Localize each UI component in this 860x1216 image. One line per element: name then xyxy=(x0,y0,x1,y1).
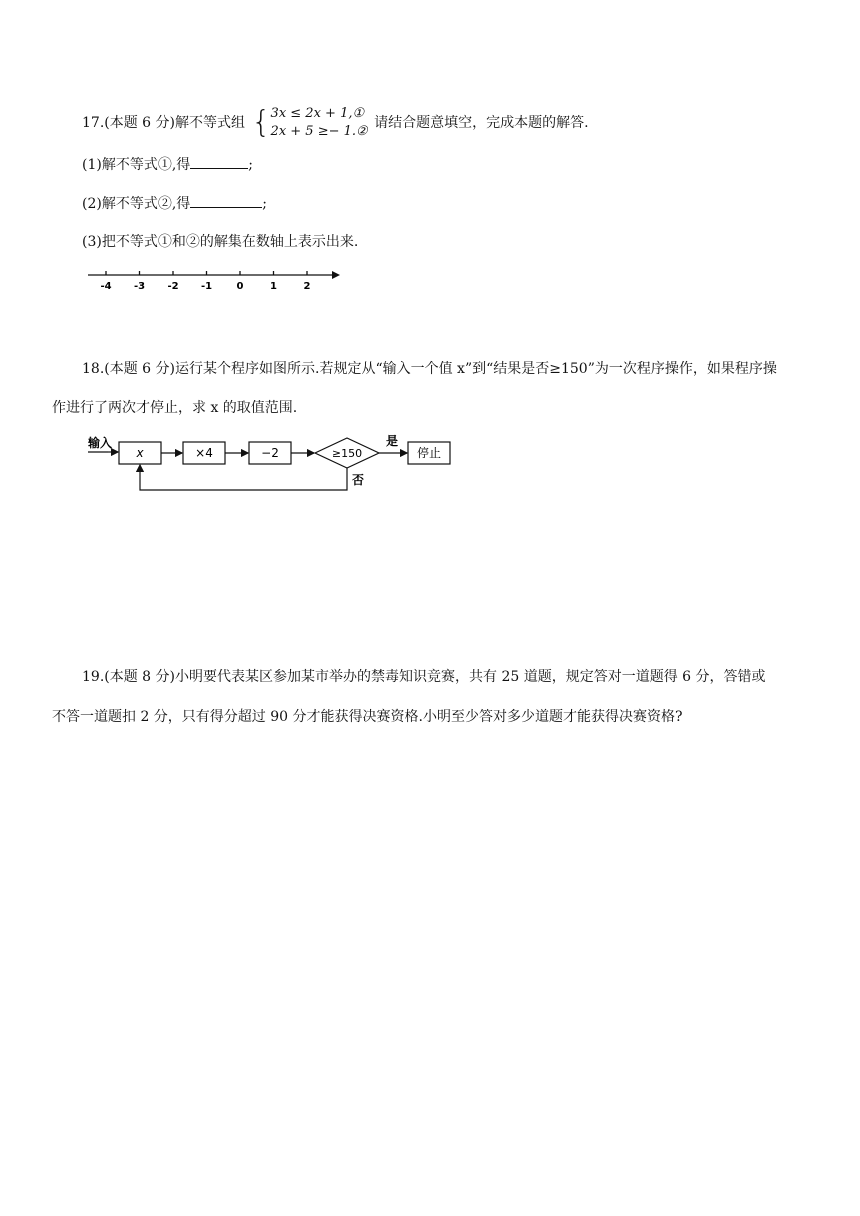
number-line xyxy=(86,266,346,294)
input-label: 输入 xyxy=(88,436,113,450)
q17-part1-text: (1)解不等式①,得 xyxy=(82,157,191,173)
yes-label: 是 xyxy=(386,434,399,448)
number-line-tick-label: -4 xyxy=(100,281,112,292)
q19-line1: 19.(本题 8 分)小明要代表某区参加某市举办的禁毒知识竞赛，共有 25 道题，规定答对一道题得 6 分，答错或 xyxy=(82,669,766,685)
q17-part2-end: ; xyxy=(262,196,267,212)
loop-back-arrow xyxy=(140,465,347,490)
q17-part3: (3)把不等式①和②的解集在数轴上表示出来. xyxy=(82,234,359,250)
q17-part1-end: ; xyxy=(248,157,253,173)
box-subtract-label: −2 xyxy=(261,446,279,460)
q17-part2-text: (2)解不等式②,得 xyxy=(82,196,191,212)
q17-part2 xyxy=(82,193,267,214)
number-line-tick-label: -1 xyxy=(200,281,213,292)
q17-suffix: 请结合题意填空，完成本题的解答. xyxy=(374,115,589,131)
q17-part1 xyxy=(82,154,253,175)
number-line-tick-label: -3 xyxy=(133,281,146,292)
number-line-tick-label: 2 xyxy=(303,281,311,292)
box-stop-label: 停止 xyxy=(416,446,442,460)
q17-stem xyxy=(82,105,589,141)
arrow-right-icon xyxy=(332,271,340,279)
number-line-tick-label: -2 xyxy=(167,281,179,292)
program-flowchart xyxy=(86,432,466,496)
q19-line2: 不答一道题扣 2 分，只有得分超过 90 分才能获得决赛资格.小明至少答对多少道题才能获得决赛资格? xyxy=(52,709,683,725)
number-line-tick-label: 1 xyxy=(270,281,277,292)
inequality-2: 2x + 5 ≥− 1.② xyxy=(270,124,368,139)
answer-blank-1[interactable] xyxy=(190,154,248,169)
q18-line2: 作进行了两次才停止，求 x 的取值范围. xyxy=(52,400,298,416)
decision-label: ≥150 xyxy=(331,447,363,460)
brace-icon: { xyxy=(251,105,271,140)
q18-line1: 18.(本题 6 分)运行某个程序如图所示.若规定从“输入一个值 x”到“结果是否≥150”为一次程序操作，如果程序操 xyxy=(82,361,777,377)
answer-blank-2[interactable] xyxy=(190,193,262,208)
number-line-tick-label: 0 xyxy=(236,281,244,292)
inequality-system xyxy=(251,105,367,141)
q17-prefix: 17.(本题 6 分)解不等式组 xyxy=(82,115,245,131)
inequality-1: 3x ≤ 2x + 1,① xyxy=(270,106,365,121)
box-x-label: x xyxy=(136,446,144,460)
box-multiply-label: ×4 xyxy=(195,446,213,460)
no-label: 否 xyxy=(352,473,365,487)
